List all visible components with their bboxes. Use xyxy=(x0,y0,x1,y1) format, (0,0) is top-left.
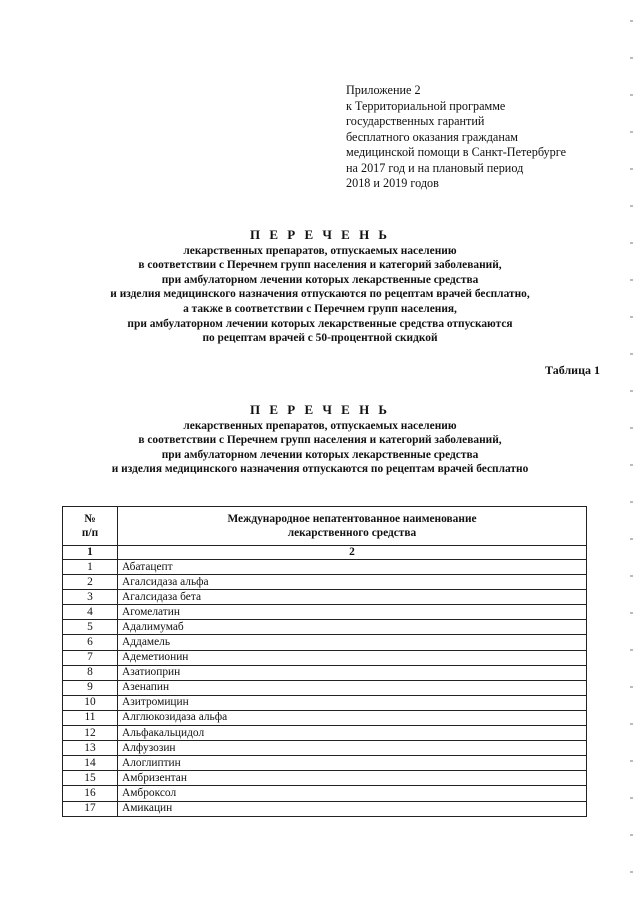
drug-name-cell: Агалсидаза альфа xyxy=(118,575,587,590)
scan-edge-mark xyxy=(630,57,633,59)
row-number-cell: 9 xyxy=(63,680,118,695)
title-line: а также в соответствии с Перечнем групп населения, xyxy=(183,302,457,315)
row-number-cell: 2 xyxy=(63,575,118,590)
table-row xyxy=(63,771,587,786)
title-line: и изделия медицинского назначения отпускаются по рецептам врачей бесплатно, xyxy=(110,288,530,301)
drug-name-cell: Азатиоприн xyxy=(118,665,587,680)
appendix-line: медицинской помощи в Санкт-Петербурге xyxy=(346,145,566,159)
appendix-line: 2018 и 2019 годов xyxy=(346,176,439,190)
row-number-cell: 12 xyxy=(63,726,118,741)
title-line: и изделия медицинского назначения отпускаются по рецептам врачей бесплатно xyxy=(111,463,529,476)
scan-edge-mark xyxy=(630,279,633,281)
row-number-cell: 7 xyxy=(63,650,118,665)
row-number-cell: 4 xyxy=(63,605,118,620)
scan-edge-mark xyxy=(630,760,633,762)
title-line: в соответствии с Перечнем групп населения и категорий заболеваний, xyxy=(138,259,502,272)
drug-name-cell: Альфакальцидол xyxy=(118,726,587,741)
header-number-line: № xyxy=(84,513,96,525)
appendix-note xyxy=(346,83,616,192)
appendix-line: к Территориальной программе xyxy=(346,98,506,113)
table-row xyxy=(63,650,587,665)
table-row xyxy=(63,560,587,575)
row-number-cell: 17 xyxy=(63,801,118,816)
title-line: лекарственных препаратов, отпускаемых населению xyxy=(183,244,457,257)
table-row xyxy=(63,710,587,725)
scan-edge-mark xyxy=(630,427,633,429)
scan-edge-mark xyxy=(630,612,633,614)
scan-edge-mark xyxy=(630,168,633,170)
table-row xyxy=(63,680,587,695)
scan-edge-mark xyxy=(630,538,633,540)
table-row xyxy=(63,786,587,801)
scan-edge-mark xyxy=(630,242,633,244)
scan-edge-mark xyxy=(630,723,633,725)
appendix-line: Приложение 2 xyxy=(346,83,421,97)
table-row xyxy=(63,695,587,710)
drug-name-cell: Агомелатин xyxy=(118,605,587,620)
row-number-cell: 1 xyxy=(63,560,118,575)
table-header-row xyxy=(63,507,587,546)
row-number-cell: 15 xyxy=(63,771,118,786)
drug-name-cell: Амбризентан xyxy=(118,771,587,786)
drug-name-cell: Алфузозин xyxy=(118,741,587,756)
drug-name-cell: Алглюкозидаза альфа xyxy=(118,710,587,725)
column-index-row xyxy=(63,546,587,560)
scan-edge-mark xyxy=(630,649,633,651)
scan-edge-mark xyxy=(630,205,633,207)
scan-edge-mark xyxy=(630,686,633,688)
table-row xyxy=(63,575,587,590)
table-row xyxy=(63,635,587,650)
drug-name-cell: Аддамель xyxy=(118,635,587,650)
drug-name-cell: Абатацепт xyxy=(118,560,587,575)
scan-edge-mark xyxy=(630,464,633,466)
title-line: по рецептам врачей с 50-процентной скидкой xyxy=(202,332,438,345)
drug-name-cell: Адеметионин xyxy=(118,650,587,665)
drug-list-table xyxy=(62,506,587,817)
drug-name-cell: Амикацин xyxy=(118,801,587,816)
drug-name-cell: Алоглиптин xyxy=(118,756,587,771)
title-line: лекарственных препаратов, отпускаемых населению xyxy=(183,419,457,432)
table-row xyxy=(63,620,587,635)
table-row xyxy=(63,726,587,741)
title-heading: П Е Р Е Ч Е Н Ь xyxy=(249,227,391,242)
scan-edge-mark xyxy=(630,20,633,22)
header-number-line: п/п xyxy=(81,527,99,539)
drug-name-cell: Амброксол xyxy=(118,786,587,801)
table-label: Таблица 1 xyxy=(545,363,600,377)
header-number xyxy=(63,507,118,546)
table-row xyxy=(63,756,587,771)
row-number-cell: 8 xyxy=(63,665,118,680)
appendix-line: бесплатного оказания гражданам xyxy=(346,129,518,144)
table-row xyxy=(63,605,587,620)
drug-name-cell: Агалсидаза бета xyxy=(118,590,587,605)
row-number-cell: 10 xyxy=(63,695,118,710)
header-name xyxy=(118,507,587,546)
row-number-cell: 14 xyxy=(63,756,118,771)
scan-edge-mark xyxy=(630,94,633,96)
appendix-line: на 2017 год и на плановый период xyxy=(346,160,524,175)
scan-edge-mark xyxy=(630,575,633,577)
row-number-cell: 13 xyxy=(63,741,118,756)
title-heading: П Е Р Е Ч Е Н Ь xyxy=(249,402,391,417)
scan-edge-mark xyxy=(630,390,633,392)
scan-edge-mark xyxy=(630,316,633,318)
drug-name-cell: Азитромицин xyxy=(118,695,587,710)
row-number-cell: 3 xyxy=(63,590,118,605)
table-row xyxy=(63,665,587,680)
scan-edge xyxy=(630,0,636,905)
title-line: при амбулаторном лечении которых лекарственные средства xyxy=(161,273,479,286)
title-line: в соответствии с Перечнем групп населения и категорий заболеваний, xyxy=(138,434,502,447)
table-row xyxy=(63,590,587,605)
row-number-cell: 16 xyxy=(63,786,118,801)
table-row xyxy=(63,801,587,816)
row-number-cell: 11 xyxy=(63,710,118,725)
drug-name-cell: Азенапин xyxy=(118,680,587,695)
scan-edge-mark xyxy=(630,871,633,873)
table-title xyxy=(40,403,600,477)
appendix-line: государственных гарантий xyxy=(346,114,485,128)
title-line: при амбулаторном лечении которых лекарственные средства отпускаются xyxy=(127,317,513,330)
header-name-line: Международное непатентованное наименование xyxy=(227,513,477,525)
title-line: при амбулаторном лечении которых лекарственные средства xyxy=(161,448,479,461)
scan-edge-mark xyxy=(630,834,633,836)
scan-edge-mark xyxy=(630,501,633,503)
row-number-cell: 6 xyxy=(63,635,118,650)
header-name-line: лекарственного средства xyxy=(287,527,417,539)
document-title xyxy=(40,228,600,346)
table-row xyxy=(63,741,587,756)
row-number-cell: 5 xyxy=(63,620,118,635)
column-index-cell: 2 xyxy=(118,546,587,560)
drug-name-cell: Адалимумаб xyxy=(118,620,587,635)
column-index-cell: 1 xyxy=(63,546,118,560)
scan-edge-mark xyxy=(630,131,633,133)
scan-edge-mark xyxy=(630,797,633,799)
scan-edge-mark xyxy=(630,353,633,355)
